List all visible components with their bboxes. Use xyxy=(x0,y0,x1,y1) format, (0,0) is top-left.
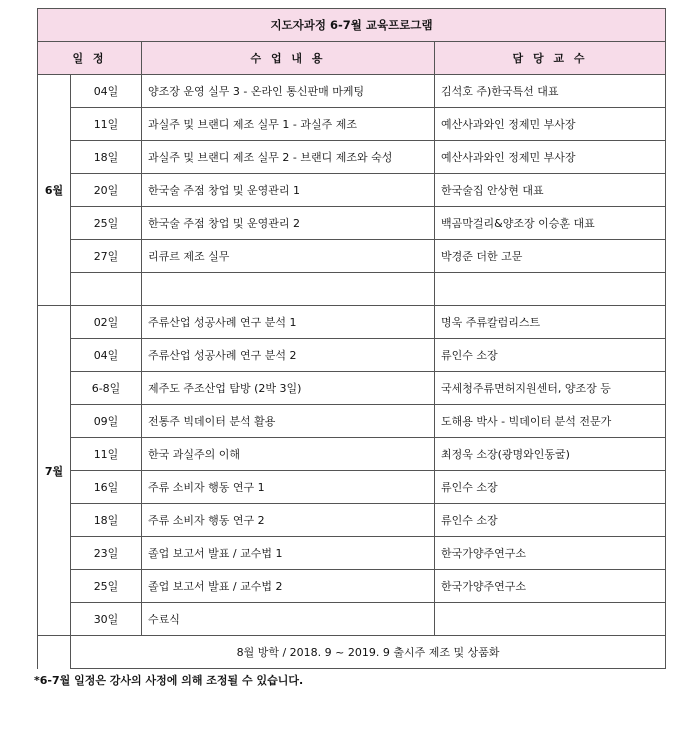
day-cell: 30일 xyxy=(71,603,142,636)
table-title: 지도자과정 6-7월 교육프로그램 xyxy=(38,9,666,42)
day-cell: 23일 xyxy=(71,537,142,570)
table-row xyxy=(38,306,666,339)
table-row xyxy=(38,471,666,504)
day-cell xyxy=(71,273,142,306)
instructor-cell: 국세청주류면허지원센터, 양조장 등 xyxy=(435,372,666,405)
table-row xyxy=(38,273,666,306)
footnote: *6-7월 일정은 강사의 사정에 의해 조정될 수 있습니다. xyxy=(34,674,304,687)
day-cell: 04일 xyxy=(71,75,142,108)
table-row xyxy=(38,405,666,438)
instructor-cell: 예산사과와인 정제민 부사장 xyxy=(435,108,666,141)
table-row xyxy=(38,504,666,537)
instructor-cell: 류인수 소장 xyxy=(435,471,666,504)
instructor-cell xyxy=(435,603,666,636)
header-content: 수 업 내 용 xyxy=(142,42,435,75)
instructor-cell: 박경준 더한 고문 xyxy=(435,240,666,273)
day-cell: 18일 xyxy=(71,141,142,174)
day-cell: 6-8일 xyxy=(71,372,142,405)
summary-row: 8월 방학 / 2018. 9 ~ 2019. 9 출시주 제조 및 상품화 xyxy=(71,636,666,669)
content-cell: 과실주 및 브랜디 제조 실무 2 - 브랜디 제조와 숙성 xyxy=(142,141,435,174)
day-cell: 18일 xyxy=(71,504,142,537)
day-cell: 11일 xyxy=(71,438,142,471)
table-row xyxy=(38,339,666,372)
table-row xyxy=(38,537,666,570)
instructor-cell: 도해용 박사 - 빅데이터 분석 전문가 xyxy=(435,405,666,438)
table-row xyxy=(38,603,666,636)
day-cell: 04일 xyxy=(71,339,142,372)
instructor-cell: 백곰막걸리&양조장 이승훈 대표 xyxy=(435,207,666,240)
table-row xyxy=(38,438,666,471)
schedule-table xyxy=(37,8,666,669)
content-cell: 리큐르 제조 실무 xyxy=(142,240,435,273)
content-cell: 한국술 주점 창업 및 운영관리 1 xyxy=(142,174,435,207)
day-cell: 27일 xyxy=(71,240,142,273)
instructor-cell: 한국술집 안상현 대표 xyxy=(435,174,666,207)
instructor-cell: 한국가양주연구소 xyxy=(435,537,666,570)
month-label: 6월 xyxy=(38,75,71,306)
table-row xyxy=(38,174,666,207)
content-cell: 주류 소비자 행동 연구 2 xyxy=(142,504,435,537)
content-cell: 졸업 보고서 발표 / 교수법 1 xyxy=(142,537,435,570)
content-cell: 제주도 주조산업 탐방 (2박 3일) xyxy=(142,372,435,405)
content-cell: 주류산업 성공사례 연구 분석 1 xyxy=(142,306,435,339)
day-cell: 25일 xyxy=(71,207,142,240)
content-cell: 졸업 보고서 발표 / 교수법 2 xyxy=(142,570,435,603)
content-cell: 한국 과실주의 이해 xyxy=(142,438,435,471)
table-row xyxy=(38,570,666,603)
instructor-cell: 명욱 주류칼럼리스트 xyxy=(435,306,666,339)
content-cell: 전통주 빅데이터 분석 활용 xyxy=(142,405,435,438)
table-row xyxy=(38,108,666,141)
instructor-cell: 김석호 주)한국특선 대표 xyxy=(435,75,666,108)
header-instructor: 담 당 교 수 xyxy=(435,42,666,75)
instructor-cell xyxy=(435,273,666,306)
content-cell xyxy=(142,273,435,306)
month-label: 7월 xyxy=(38,306,71,636)
instructor-cell: 예산사과와인 정제민 부사장 xyxy=(435,141,666,174)
content-cell: 주류 소비자 행동 연구 1 xyxy=(142,471,435,504)
day-cell: 20일 xyxy=(71,174,142,207)
table-row xyxy=(38,240,666,273)
day-cell: 11일 xyxy=(71,108,142,141)
day-cell: 16일 xyxy=(71,471,142,504)
instructor-cell: 최정욱 소장(광명와인동굴) xyxy=(435,438,666,471)
header-schedule: 일 정 xyxy=(38,42,142,75)
instructor-cell: 한국가양주연구소 xyxy=(435,570,666,603)
day-cell: 25일 xyxy=(71,570,142,603)
day-cell: 09일 xyxy=(71,405,142,438)
instructor-cell: 류인수 소장 xyxy=(435,504,666,537)
table-row xyxy=(38,141,666,174)
content-cell: 한국술 주점 창업 및 운영관리 2 xyxy=(142,207,435,240)
content-cell: 과실주 및 브랜디 제조 실무 1 - 과실주 제조 xyxy=(142,108,435,141)
content-cell: 수료식 xyxy=(142,603,435,636)
header-row xyxy=(38,42,666,75)
content-cell: 주류산업 성공사례 연구 분석 2 xyxy=(142,339,435,372)
content-cell: 양조장 운영 실무 3 - 온라인 통신판매 마케팅 xyxy=(142,75,435,108)
schedule-body xyxy=(38,75,666,636)
table-row xyxy=(38,207,666,240)
table-row xyxy=(38,75,666,108)
table-row xyxy=(38,372,666,405)
instructor-cell: 류인수 소장 xyxy=(435,339,666,372)
day-cell: 02일 xyxy=(71,306,142,339)
